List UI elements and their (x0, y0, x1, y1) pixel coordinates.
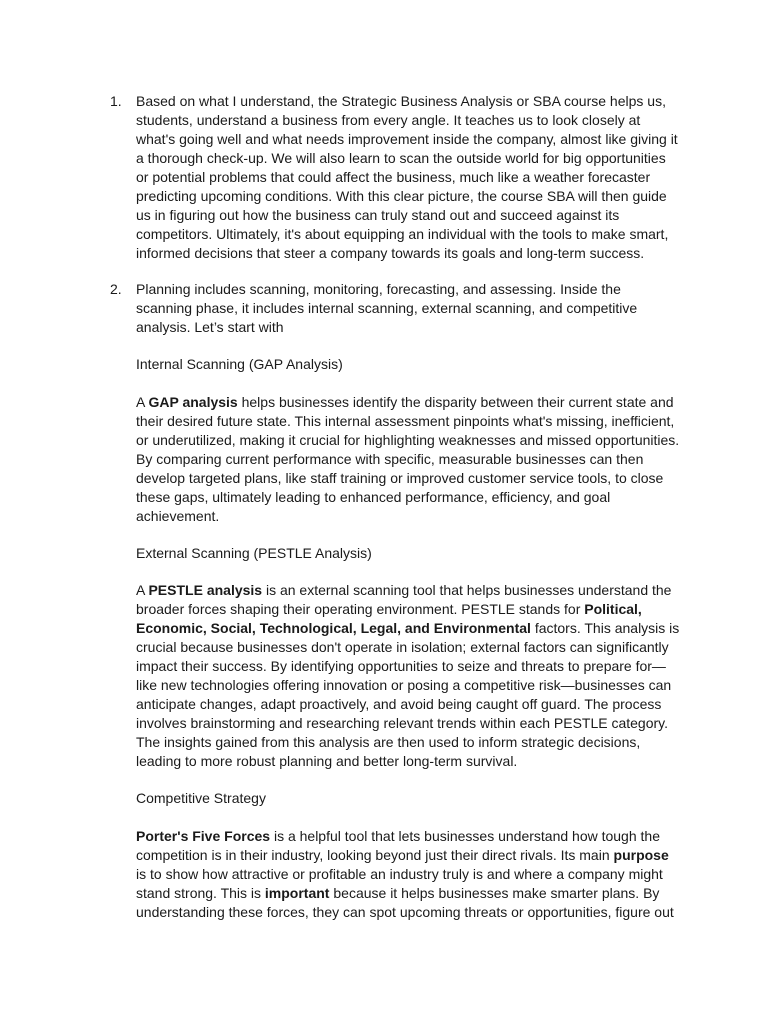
planning-paragraph: Planning includes scanning, monitoring, forecasting, and assessing. Inside the scanning phase, it includes internal scanning, external scanning, and competitive analysis. Let’s start with (136, 281, 638, 335)
list-item-1 (110, 92, 680, 263)
purpose-term: purpose (613, 847, 669, 863)
competitive-heading: Competitive Strategy (136, 790, 266, 806)
porters-term: Porter's Five Forces (136, 828, 271, 844)
pestle-paragraph: A PESTLE analysis is an external scanning tool that helps businesses understand the broader forces shaping their operating environment. PESTLE stands for Political, Economic, Social, Technological, Legal, and Environmental factors. This analysis is crucial because businesses don't operate in isolation; external factors can significantly impact their success. By identifying opportunities to seize and threats to prepare for—like new technologies offering innovation or posing a competitive risk—businesses can anticipate changes, adapt proactively, and avoid being caught off guard. The process involves brainstorming and researching relevant trends within each PESTLE category. The insights gained from this analysis are then used to inform strategic decisions, leading to more robust planning and better long-term survival. (136, 582, 680, 769)
porters-paragraph: Porter's Five Forces is a helpful tool that lets businesses understand how tough the competition is in their industry, looking beyond just their direct rivals. Its main purpose is to show how attractive or profitable an industry truly is and where a company might stand strong. This is important because it helps businesses make smarter plans. By understanding these forces, they can spot upcoming threats or opportunities, figure out (136, 828, 674, 920)
list-number: 2. (110, 281, 122, 297)
important-term: important (264, 885, 330, 901)
gap-heading: Internal Scanning (GAP Analysis) (136, 356, 343, 372)
pestle-heading: External Scanning (PESTLE Analysis) (136, 545, 372, 561)
pestle-term: PESTLE analysis (148, 582, 263, 598)
pestle-factors: Political, Economic, Social, Technological, Legal, and Environmental (136, 601, 642, 636)
sba-course-paragraph: Based on what I understand, the Strategic Business Analysis or SBA course helps us, students, understand a business from every angle. It teaches us to look closely at what's going well and what needs improvement inside the company, almost like giving it a thorough check-up. We will also learn to scan the outside world for big opportunities or potential problems that could affect the business, much like a weather forecaster predicting upcoming conditions. With this clear picture, the course SBA will then guide us in figuring out how the business can truly stand out and succeed against its competitors. Ultimately, it's about equipping an individual with the tools to make smart, informed decisions that steer a company towards its goals and long-term success. (136, 93, 678, 261)
gap-term: GAP analysis (148, 394, 238, 410)
list-number: 1. (110, 93, 122, 109)
list-item-2 (110, 280, 680, 337)
gap-paragraph: A GAP analysis helps businesses identify the disparity between their current state and their desired future state. This internal assessment pinpoints what's missing, inefficient, or underutilized, making it crucial for highlighting weaknesses and missed opportunities. By comparing current performance with specific, measurable businesses can then develop targeted plans, like staff training or improved customer service tools, to close these gaps, ultimately leading to enhanced performance, efficiency, and goal achievement. (136, 394, 680, 524)
